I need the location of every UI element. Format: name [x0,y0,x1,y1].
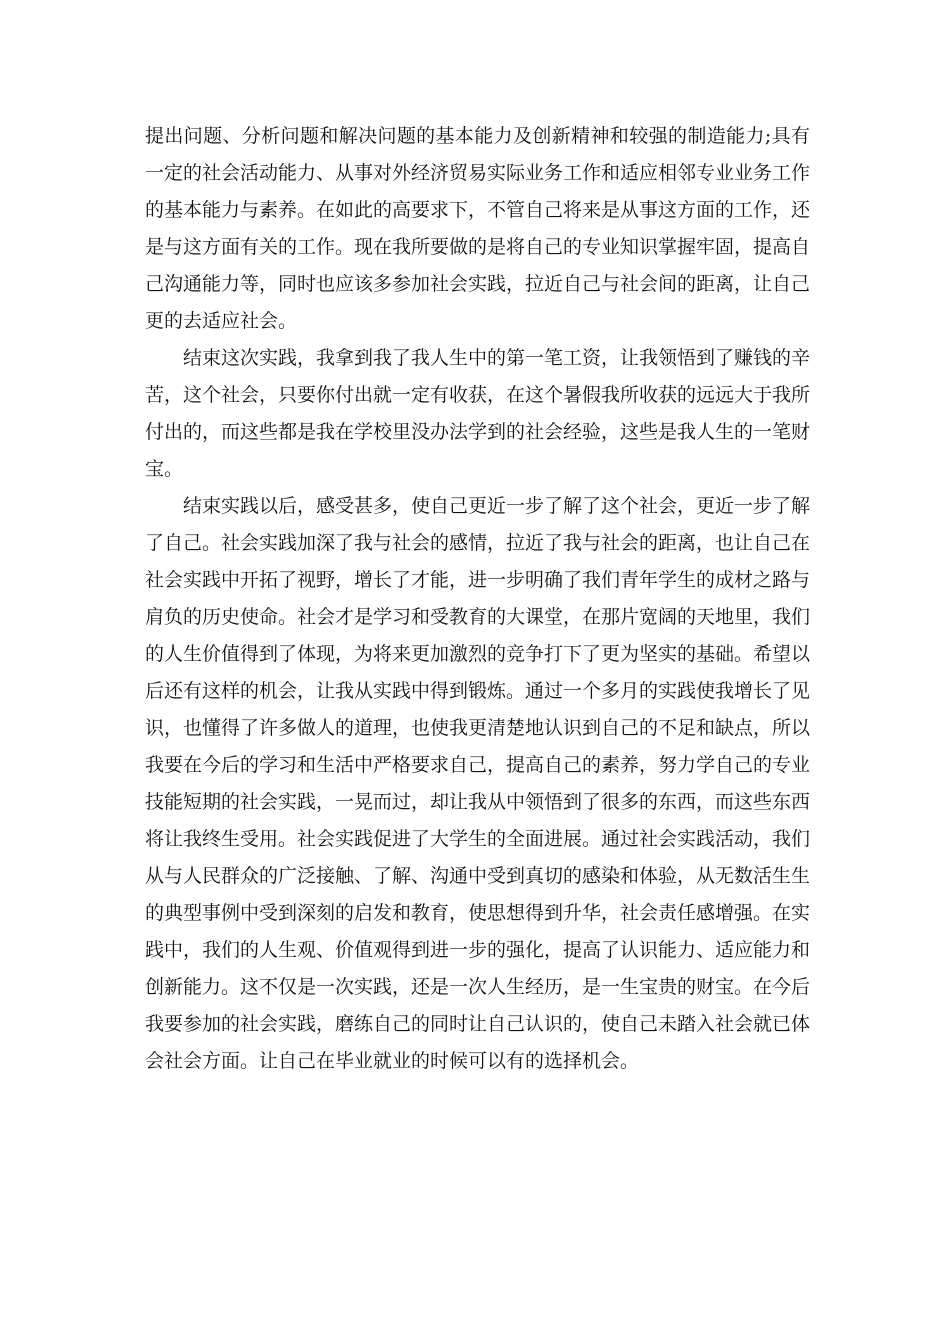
document-body [145,118,810,1080]
paragraph-reflection: 结束实践以后，感受甚多，使自己更近一步了解了这个社会，更近一步了解了自己。社会实践加深了我与社会的感情，拉近了我与社会的距离，也让自己在社会实践中开拓了视野，增长了才能，进一步明确了我们青年学生的成材之路与肩负的历史使命。社会才是学习和受教育的大课堂，在那片宽阔的天地里，我们的人生价值得到了体现，为将来更加激烈的竞争打下了更为坚实的基础。希望以后还有这样的机会，让我从实践中得到锻炼。通过一个多月的实践使我增长了见识，也懂得了许多做人的道理，也使我更清楚地认识到自己的不足和缺点，所以我要在今后的学习和生活中严格要求自己，提高自己的素养，努力学自己的专业技能短期的社会实践，一晃而过，却让我从中领悟到了很多的东西，而这些东西将让我终生受用。社会实践促进了大学生的全面进展。通过社会实践活动，我们从与人民群众的广泛接触、了解、沟通中受到真切的感染和体验，从无数活生生的典型事例中受到深刻的启发和教育，使思想得到升华，社会责任感增强。在实践中，我们的人生观、价值观得到进一步的强化，提高了认识能力、适应能力和创新能力。这不仅是一次实践，还是一次人生经历，是一生宝贵的财宝。在今后我要参加的社会实践，磨练自己的同时让自己认识的，使自己未踏入社会就已体会社会方面。让自己在毕业就业的时候可以有的选择机会。 [145,495,811,1072]
paragraph-first-salary: 结束这次实践，我拿到我了我人生中的第一笔工资，让我领悟到了赚钱的辛苦，这个社会，只要你付出就一定有收获，在这个暑假我所收获的远远大于我所付出的，而这些都是我在学校里没办法学到的社会经验，这些是我人生的一笔财宝。 [145,347,811,480]
paragraph-continuation: 提出问题、分析问题和解决问题的基本能力及创新精神和较强的制造能力;具有一定的社会活动能力、从事对外经济贸易实际业务工作和适应相邻专业业务工作的基本能力与素养。在如此的高要求下，不管自己将来是从事这方面的工作，还是与这方面有关的工作。现在我所要做的是将自己的专业知识掌握牢固，提高自己沟通能力等，同时也应该多参加社会实践，拉近自己与社会间的距离，让自己更的去适应社会。 [145,125,811,332]
